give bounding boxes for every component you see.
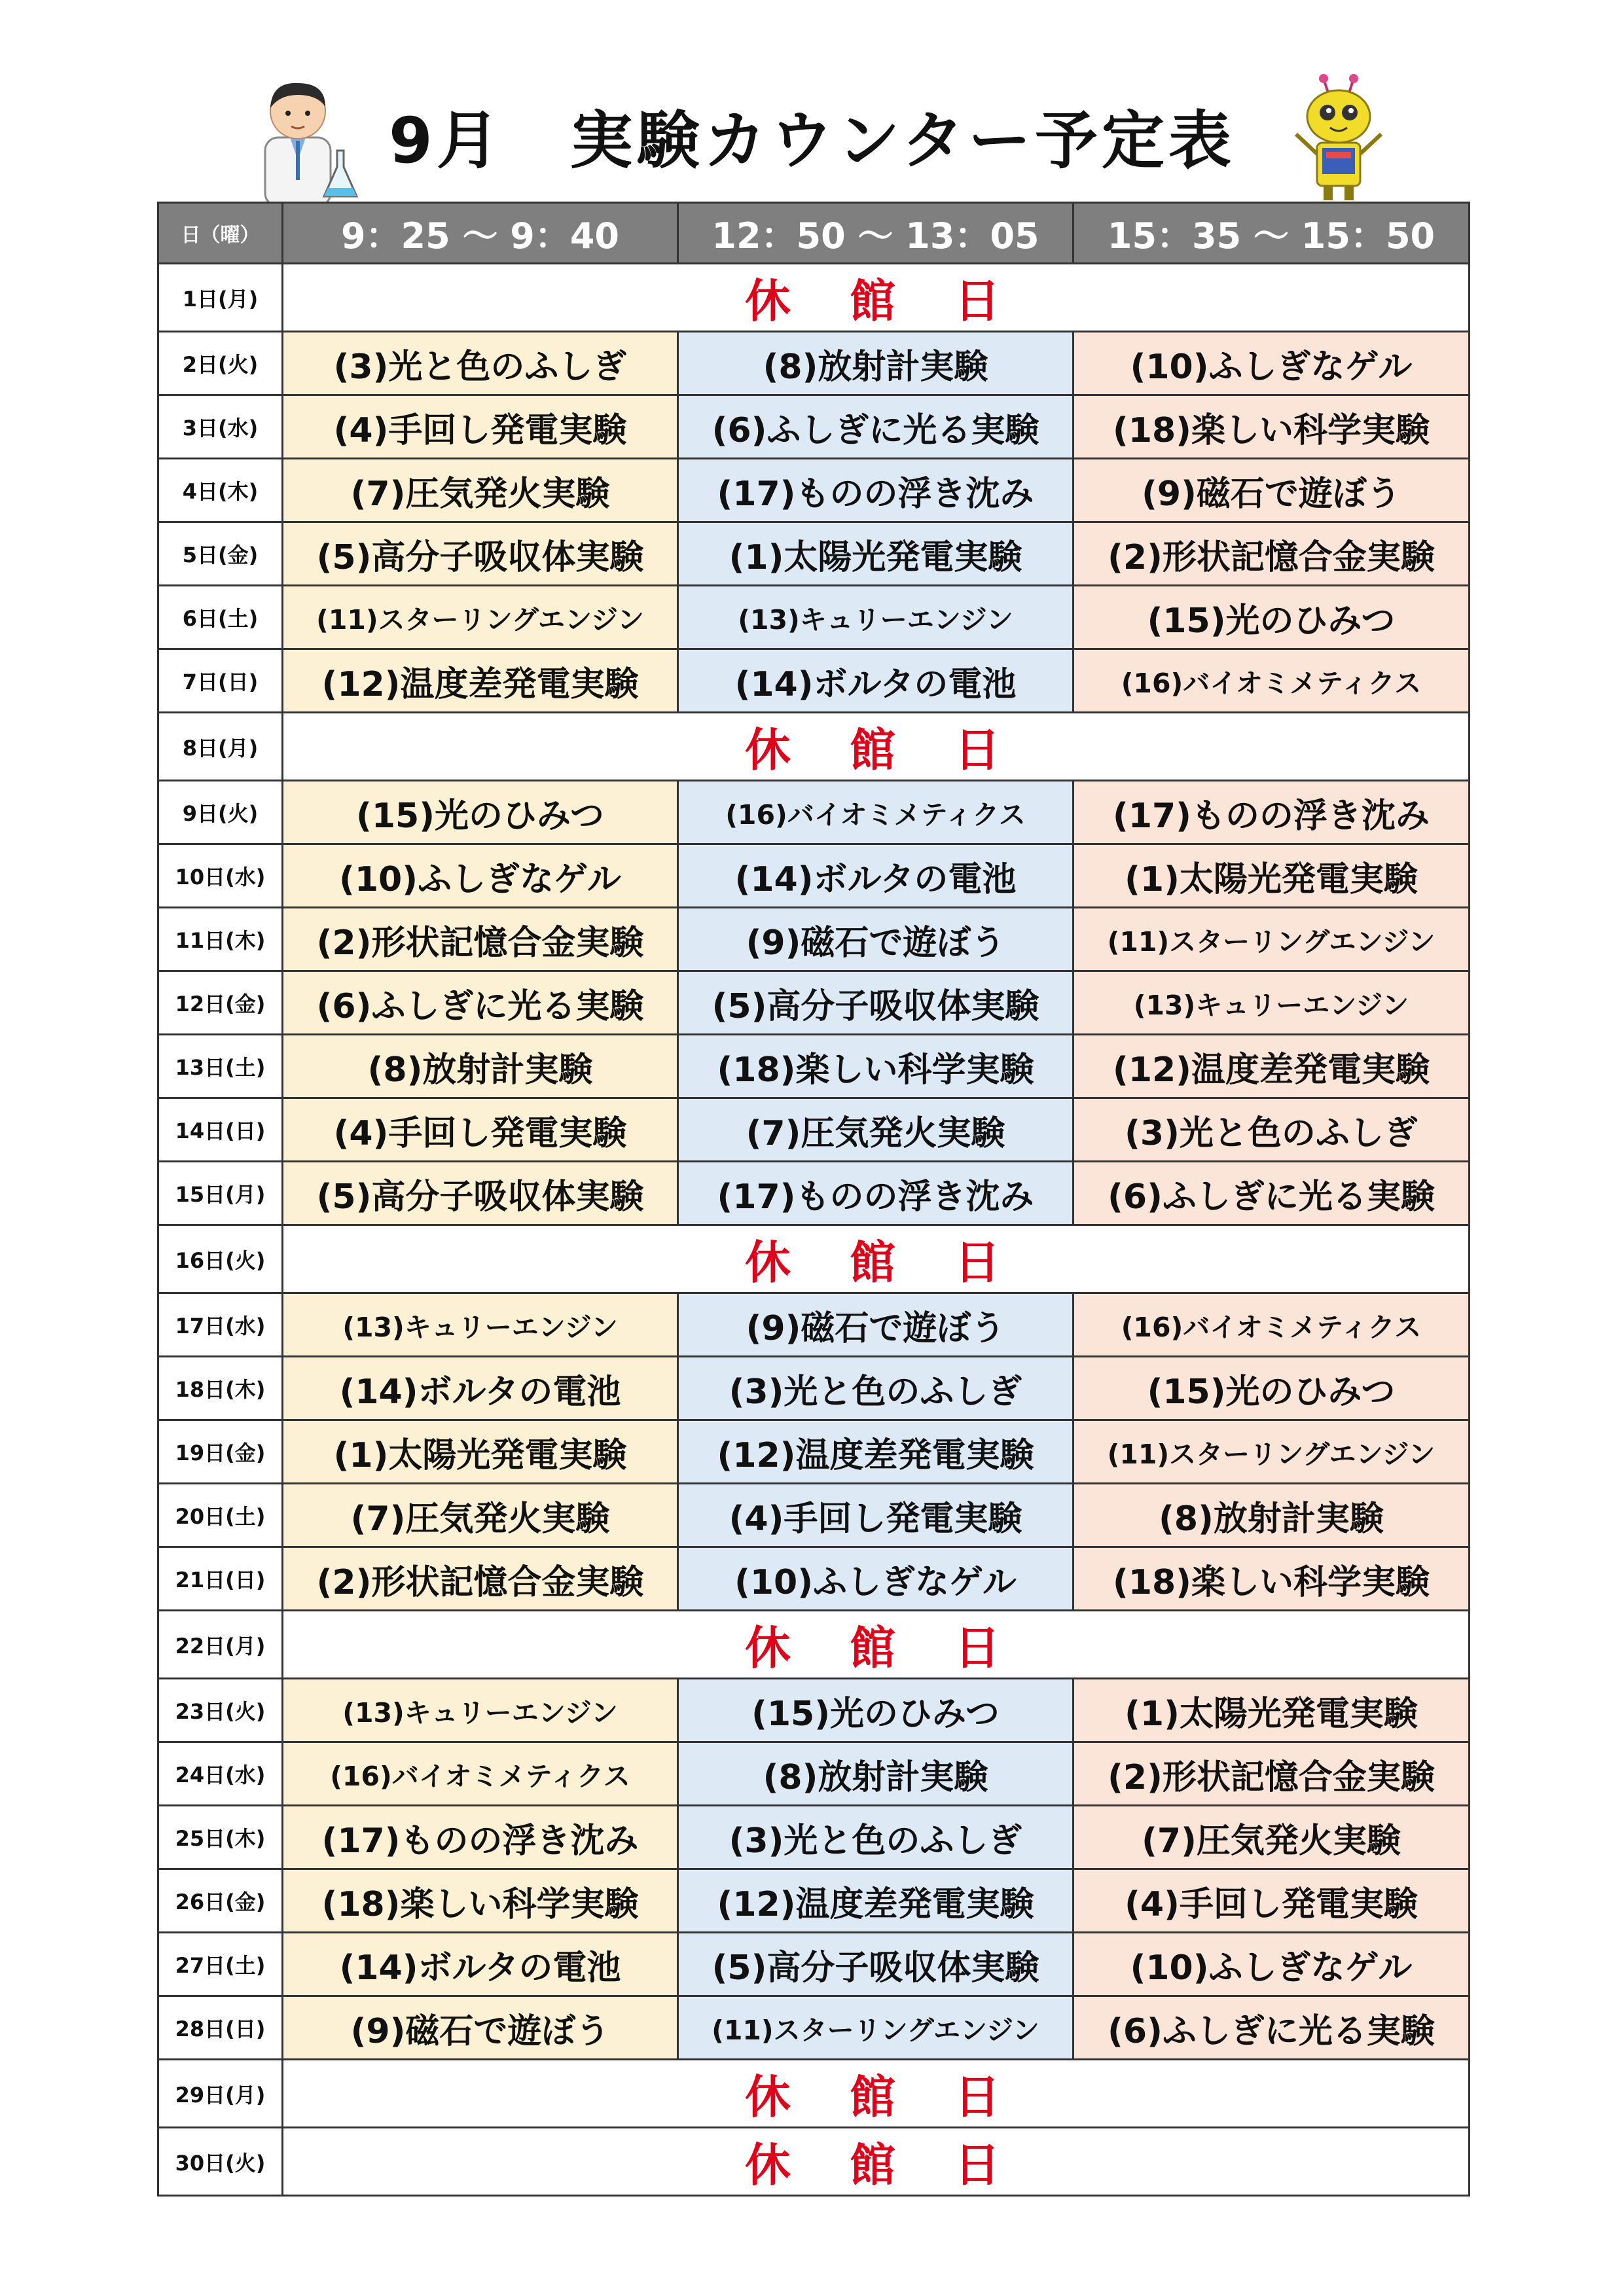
day-cell: 25日(木) [158,1806,283,1869]
experiment-cell: (9)磁石で遊ぼう [1074,459,1470,522]
slot-3-header: 15：35 ～ 15：50 [1074,203,1470,264]
experiment-cell: (9)磁石で遊ぼう [283,1996,678,2060]
day-cell: 18日(木) [158,1357,283,1420]
experiment-cell: (1)太陽光発電実験 [678,522,1074,586]
day-cell: 3日(水) [158,395,283,459]
experiment-cell: (11)スターリングエンジン [283,586,678,649]
day-column-header: 日（曜） [158,203,283,264]
experiment-cell: (7)圧気発火実験 [283,1484,678,1547]
experiment-cell: (8)放射計実験 [678,332,1074,395]
schedule-row [158,522,1470,586]
closed-day-row [158,1611,1470,1679]
experiment-cell: (15)光のひみつ [283,781,678,844]
schedule-row [158,459,1470,522]
experiment-cell: (10)ふしぎなゲル [1074,332,1470,395]
closed-day-row [158,713,1470,781]
robot-mascot-icon [1283,72,1394,203]
day-cell: 26日(金) [158,1869,283,1933]
header-row [158,203,1470,264]
day-cell: 5日(金) [158,522,283,586]
experiment-cell: (18)楽しい科学実験 [678,1035,1074,1098]
closed-day-label: 休 館 日 [283,2060,1470,2128]
experiment-cell: (4)手回し発電実験 [283,395,678,459]
day-cell: 21日(日) [158,1547,283,1611]
day-cell: 2日(火) [158,332,283,395]
day-cell: 17日(水) [158,1293,283,1357]
experiment-cell: (13)キュリーエンジン [1074,971,1470,1035]
day-cell: 13日(土) [158,1035,283,1098]
experiment-cell: (16)バイオミメティクス [1074,649,1470,713]
experiment-cell: (12)温度差発電実験 [283,649,678,713]
experiment-cell: (1)太陽光発電実験 [283,1420,678,1484]
experiment-cell: (3)光と色のふしぎ [678,1806,1074,1869]
experiment-cell: (2)形状記憶合金実験 [1074,522,1470,586]
experiment-cell: (16)バイオミメティクス [283,1742,678,1806]
closed-day-label: 休 館 日 [283,1611,1470,1679]
experiment-cell: (17)ものの浮き沈み [678,1162,1074,1225]
slot-2-header: 12：50 ～ 13：05 [678,203,1074,264]
experiment-cell: (6)ふしぎに光る実験 [283,971,678,1035]
closed-day-row [158,2060,1470,2128]
day-cell: 28日(日) [158,1996,283,2060]
day-cell: 22日(月) [158,1611,283,1679]
schedule-row [158,332,1470,395]
schedule-row [158,395,1470,459]
schedule-row [158,1357,1470,1420]
schedule-row [158,649,1470,713]
experiment-cell: (7)圧気発火実験 [1074,1806,1470,1869]
experiment-cell: (11)スターリングエンジン [678,1996,1074,2060]
day-cell: 1日(月) [158,264,283,332]
experiment-cell: (13)キュリーエンジン [283,1679,678,1742]
day-cell: 24日(水) [158,1742,283,1806]
day-cell: 19日(金) [158,1420,283,1484]
day-cell: 4日(木) [158,459,283,522]
experiment-cell: (14)ボルタの電池 [283,1357,678,1420]
schedule-row [158,1293,1470,1357]
experiment-cell: (2)形状記憶合金実験 [283,908,678,971]
day-cell: 6日(土) [158,586,283,649]
day-cell: 12日(金) [158,971,283,1035]
experiment-cell: (8)放射計実験 [1074,1484,1470,1547]
closed-day-label: 休 館 日 [283,2128,1470,2196]
experiment-cell: (5)高分子吸収体実験 [283,1162,678,1225]
experiment-cell: (6)ふしぎに光る実験 [1074,1162,1470,1225]
experiment-cell: (10)ふしぎなゲル [678,1547,1074,1611]
schedule-row [158,1035,1470,1098]
experiment-cell: (8)放射計実験 [283,1035,678,1098]
experiment-cell: (18)楽しい科学実験 [283,1869,678,1933]
day-cell: 11日(木) [158,908,283,971]
experiment-cell: (12)温度差発電実験 [678,1420,1074,1484]
experiment-cell: (10)ふしぎなゲル [283,844,678,908]
experiment-cell: (12)温度差発電実験 [678,1869,1074,1933]
schedule-row [158,1679,1470,1742]
experiment-cell: (18)楽しい科学実験 [1074,1547,1470,1611]
slot-1-header: 9：25 ～ 9：40 [283,203,678,264]
experiment-cell: (4)手回し発電実験 [283,1098,678,1162]
experiment-cell: (2)形状記憶合金実験 [283,1547,678,1611]
experiment-cell: (13)キュリーエンジン [283,1293,678,1357]
closed-day-label: 休 館 日 [283,713,1470,781]
experiment-cell: (14)ボルタの電池 [678,844,1074,908]
experiment-cell: (10)ふしぎなゲル [1074,1933,1470,1996]
schedule-row [158,586,1470,649]
experiment-cell: (9)磁石で遊ぼう [678,1293,1074,1357]
experiment-cell: (15)光のひみつ [678,1679,1074,1742]
experiment-cell: (18)楽しい科学実験 [1074,395,1470,459]
experiment-cell: (11)スターリングエンジン [1074,1420,1470,1484]
schedule-row [158,1742,1470,1806]
experiment-cell: (6)ふしぎに光る実験 [678,395,1074,459]
day-cell: 30日(火) [158,2128,283,2196]
day-cell: 23日(火) [158,1679,283,1742]
schedule-row [158,1996,1470,2060]
closed-day-row [158,1225,1470,1293]
experiment-cell: (17)ものの浮き沈み [1074,781,1470,844]
experiment-cell: (15)光のひみつ [1074,586,1470,649]
experiment-cell: (3)光と色のふしぎ [1074,1098,1470,1162]
schedule-row [158,1162,1470,1225]
experiment-cell: (14)ボルタの電池 [283,1933,678,1996]
experiment-cell: (17)ものの浮き沈み [283,1806,678,1869]
closed-day-label: 休 館 日 [283,264,1470,332]
day-cell: 9日(火) [158,781,283,844]
experiment-cell: (3)光と色のふしぎ [678,1357,1074,1420]
experiment-cell: (1)太陽光発電実験 [1074,844,1470,908]
experiment-cell: (16)バイオミメティクス [678,781,1074,844]
experiment-cell: (4)手回し発電実験 [1074,1869,1470,1933]
day-cell: 14日(日) [158,1098,283,1162]
schedule-row [158,1420,1470,1484]
experiment-cell: (14)ボルタの電池 [678,649,1074,713]
experiment-cell: (3)光と色のふしぎ [283,332,678,395]
experiment-cell: (12)温度差発電実験 [1074,1035,1470,1098]
experiment-cell: (5)高分子吸収体実験 [678,971,1074,1035]
experiment-cell: (5)高分子吸収体実験 [678,1933,1074,1996]
closed-day-label: 休 館 日 [283,1225,1470,1293]
day-cell: 16日(火) [158,1225,283,1293]
experiment-cell: (11)スターリングエンジン [1074,908,1470,971]
schedule-row [158,908,1470,971]
experiment-cell: (16)バイオミメティクス [1074,1293,1470,1357]
day-cell: 8日(月) [158,713,283,781]
schedule-row [158,1547,1470,1611]
closed-day-row [158,264,1470,332]
schedule-table [157,202,1470,2197]
day-cell: 7日(日) [158,649,283,713]
experiment-cell: (9)磁石で遊ぼう [678,908,1074,971]
experiment-cell: (1)太陽光発電実験 [1074,1679,1470,1742]
day-cell: 27日(土) [158,1933,283,1996]
schedule-row [158,1933,1470,1996]
schedule-row [158,1098,1470,1162]
experiment-cell: (17)ものの浮き沈み [678,459,1074,522]
schedule-row [158,844,1470,908]
day-cell: 10日(水) [158,844,283,908]
schedule-row [158,781,1470,844]
experiment-cell: (6)ふしぎに光る実験 [1074,1996,1470,2060]
experiment-cell: (15)光のひみつ [1074,1357,1470,1420]
page-title: 9月 実験カウンター予定表 [389,104,1235,177]
experiment-cell: (13)キュリーエンジン [678,586,1074,649]
experiment-cell: (7)圧気発火実験 [283,459,678,522]
schedule-row [158,1806,1470,1869]
closed-day-row [158,2128,1470,2196]
schedule-row [158,1484,1470,1547]
experiment-cell: (2)形状記憶合金実験 [1074,1742,1470,1806]
day-cell: 29日(月) [158,2060,283,2128]
experiment-cell: (8)放射計実験 [678,1742,1074,1806]
experiment-cell: (5)高分子吸収体実験 [283,522,678,586]
schedule-row [158,971,1470,1035]
experiment-cell: (4)手回し発電実験 [678,1484,1074,1547]
experiment-cell: (7)圧気発火実験 [678,1098,1074,1162]
day-cell: 20日(土) [158,1484,283,1547]
day-cell: 15日(月) [158,1162,283,1225]
schedule-row [158,1869,1470,1933]
schedule-body [158,264,1470,2196]
